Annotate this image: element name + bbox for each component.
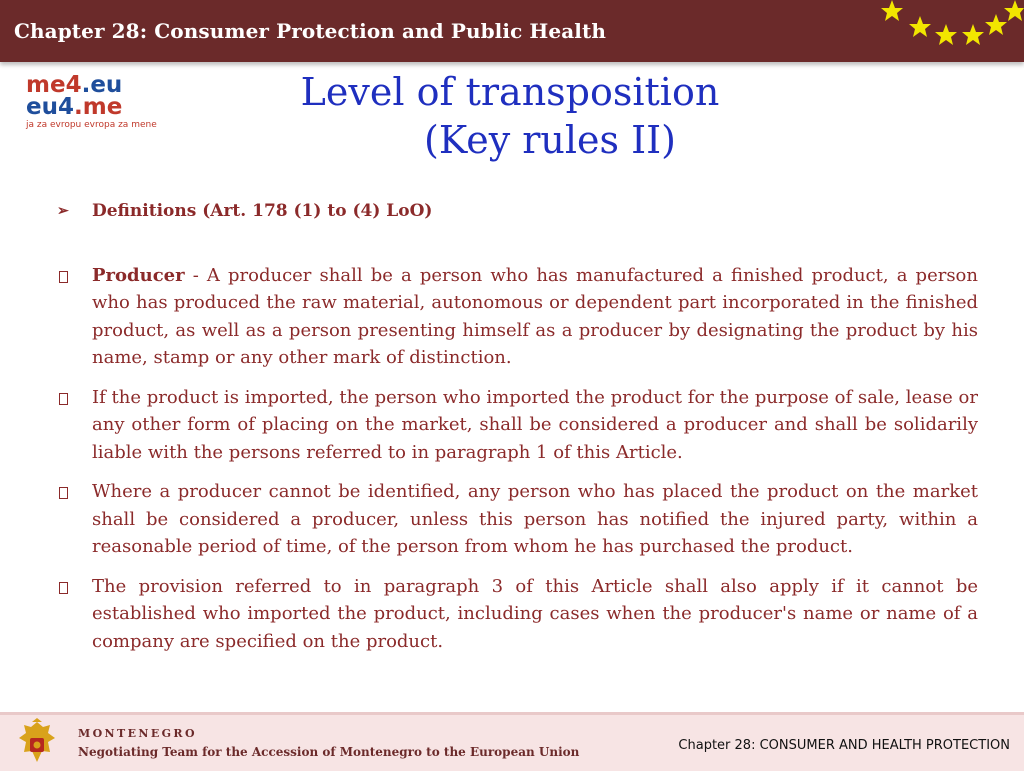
list-item-lead: Producer: [92, 264, 185, 286]
coat-of-arms-icon: [12, 718, 62, 768]
slide-title-line1: Level of transposition: [300, 70, 720, 114]
arrow-bullet-icon: ➢: [57, 203, 69, 219]
list-item: [52, 384, 978, 467]
logo-text-me: .me: [73, 94, 123, 120]
square-bullet-icon: [52, 384, 74, 416]
chapter-title: Chapter 28: Consumer Protection and Public Health: [14, 19, 606, 43]
footer-bar: [0, 712, 1024, 771]
list-item: [52, 478, 978, 561]
footer-country: MONTENEGRO: [78, 727, 197, 740]
list-item-text: Where a producer cannot be identified, any person who has placed the product on the market shall be considered a producer, unless this person has notified the injured party, within a reasonable period of time, of the person from whom he has purchased the product.: [92, 481, 978, 557]
square-bullet-icon: [52, 478, 74, 510]
slide-title-line2: (Key rules II): [424, 118, 676, 162]
section-heading-text: Definitions (Art. 178 (1) to (4) LoO): [92, 201, 433, 221]
me4eu-logo: [26, 74, 156, 140]
content-area: [52, 198, 978, 667]
logo-text-eu: .eu: [81, 72, 123, 98]
square-bullet-icon: [52, 573, 74, 605]
logo-tagline: ja za evropu evropa za mene: [26, 120, 157, 130]
list-item-text: The provision referred to in paragraph 3 of this Article shall also apply if it cannot be established who imported the product, including cases when the producer's name or name of a company are specified on the product.: [92, 575, 978, 652]
list-item-text: - A producer shall be a person who has manufactured a finished product, a person who has produced the raw material, autonomous or dependent part incorporated in the finished product, as well as a person presenting himself as a producer by designating the product by his name, stamp or any other mark of distinction.: [92, 264, 978, 368]
slide-title: [230, 68, 790, 164]
square-bullet-icon: [52, 262, 74, 294]
eu-stars-icon: [874, 0, 1024, 55]
logo-text-me4: me4: [26, 72, 82, 98]
section-heading: [52, 198, 978, 226]
footer-team: Negotiating Team for the Accession of Montenegro to the European Union: [78, 745, 580, 759]
list-item: [52, 262, 978, 372]
list-item: [52, 573, 978, 656]
logo-text-eu4: eu4: [26, 94, 74, 120]
footer-chapter: Chapter 28: CONSUMER AND HEALTH PROTECTION: [678, 738, 1010, 753]
header-bar: [0, 0, 1024, 62]
list-item-text: If the product is imported, the person who imported the product for the purpose of sale, lease or any other form of placing on the market, shall be considered a producer and shall be solidarily liable with the persons referred to in paragraph 1 of this Article.: [92, 386, 978, 463]
